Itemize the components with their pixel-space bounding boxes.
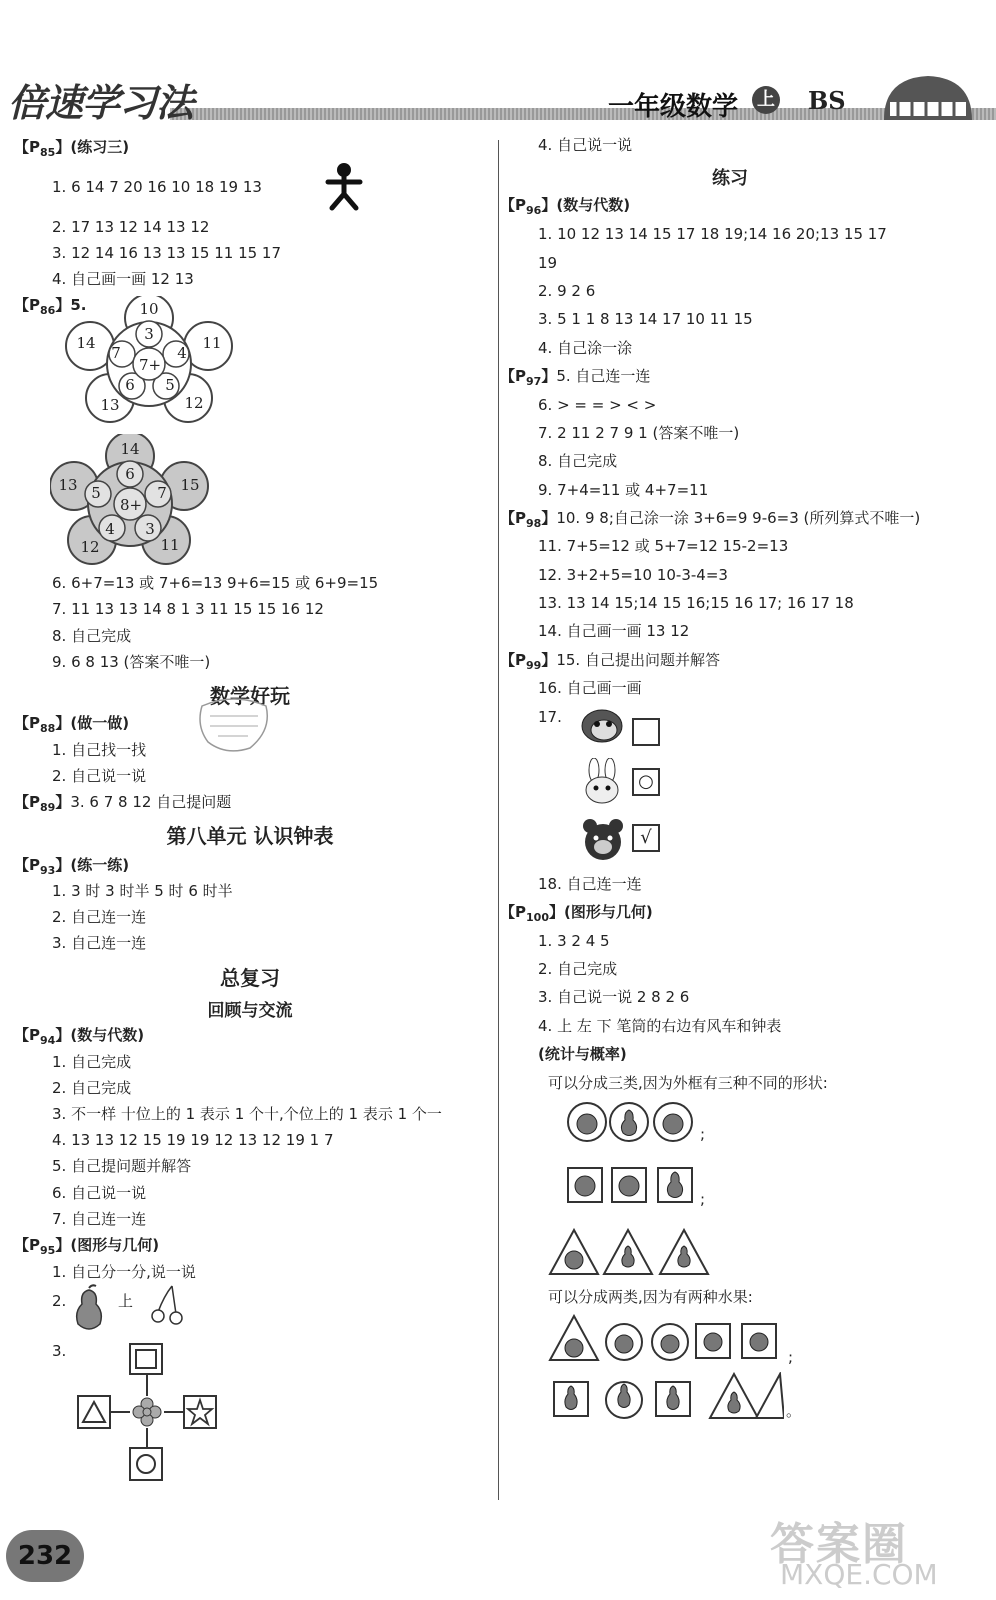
- pear-icon: [72, 1284, 106, 1332]
- p99-heading: 【$P_{99}$】15. 自己提出问题并解答: [500, 651, 720, 672]
- p96-heading: 【$P_{96}$】(数与代数): [500, 196, 631, 217]
- answer-line: 19: [538, 254, 558, 272]
- number-flower-1: [64, 296, 234, 426]
- answer-line: 4. 自己说一说: [538, 136, 633, 154]
- answer-line: 3. 自己连一连: [52, 934, 147, 952]
- flower2-outer-top: 14: [120, 440, 140, 458]
- section-subtitle: 回顾与交流: [207, 1001, 293, 1021]
- flower2-inner-bl: 4: [105, 520, 115, 538]
- monkey-icon: [578, 706, 626, 746]
- circle-fruits-row: [566, 1100, 696, 1144]
- section-title: 练习: [712, 168, 748, 189]
- answer-line: 4. 13 13 12 15 19 19 12 13 12 19 1 7: [52, 1131, 334, 1149]
- answer-line: 1. 自己分一分,说一说: [52, 1263, 196, 1281]
- answer-line: 3. 不一样 十位上的 1 表示 1 个十,个位上的 1 表示 1 个一: [52, 1105, 442, 1123]
- flower2-outer-bl: 12: [80, 538, 100, 556]
- page-number: 232: [6, 1530, 84, 1582]
- answer-line: 1. 3 2 4 5: [538, 932, 610, 950]
- answer-line: 2.: [52, 1292, 67, 1310]
- answer-line: 8. 自己完成: [538, 452, 618, 470]
- answer-line: 7. 11 13 13 14 8 1 3 11 15 15 16 12: [52, 600, 324, 618]
- answer-line: 1. 自己完成: [52, 1053, 132, 1071]
- answer-line: 3. 12 14 16 13 13 15 11 15 17: [52, 244, 282, 262]
- watermark-logo: 答案圈: [770, 1519, 908, 1570]
- answer-line: 6. 自己说一说: [52, 1184, 147, 1202]
- answer-box: ○: [632, 768, 660, 796]
- flower2-outer-left: 13: [58, 476, 78, 494]
- answer-line: 可以分成三类,因为外框有三种不同的形状:: [548, 1074, 828, 1092]
- stamp-icon: [196, 696, 272, 754]
- column-divider: [498, 140, 499, 1500]
- flower1-outer-top: 10: [139, 300, 159, 318]
- publisher-code: BS: [808, 86, 846, 115]
- p95-heading: 【$P_{95}$】(图形与几何): [14, 1236, 160, 1257]
- header-bar: [170, 108, 996, 120]
- flower2-inner-top: 6: [125, 465, 135, 483]
- cherry-icon: [148, 1284, 186, 1326]
- answer-line: 9. 6 8 13 (答案不唯一): [52, 653, 211, 671]
- answer-word: 上: [118, 1292, 134, 1310]
- shape-cross-diagram: [74, 1340, 224, 1482]
- flower2-outer-right: 15: [180, 476, 200, 494]
- flower1-inner-top: 3: [144, 325, 154, 343]
- brand-logo: 倍速学习法: [8, 81, 194, 125]
- answer-line: 可以分成两类,因为有两种水果:: [548, 1288, 753, 1306]
- answer-line: 2. 17 13 12 14 13 12: [52, 218, 210, 236]
- p86-heading: 【$P_{86}$】5.: [14, 296, 87, 317]
- answer-line: 2. 自己完成: [538, 960, 618, 978]
- answer-line: 3. 自己说一说 2 8 2 6: [538, 988, 690, 1006]
- flower1-center: 7+: [138, 356, 162, 374]
- answer-box: √: [632, 824, 660, 852]
- answer-line: 1. 自己找一找: [52, 741, 147, 759]
- stick-figure-icon: [322, 162, 366, 212]
- answer-line: 9. 7+4=11 或 4+7=11: [538, 481, 709, 499]
- answer-line: 1. 3 时 3 时半 5 时 6 时半: [52, 882, 233, 900]
- separator: 。: [786, 1402, 802, 1420]
- separator: ;: [788, 1348, 794, 1366]
- triangle-fruits-row: [548, 1226, 718, 1278]
- p98-heading: 【$P_{98}$】10. 9 8;自己涂一涂 3+6=9 9-6=3 (所列算式不唯一): [500, 509, 921, 530]
- square-fruits-row: [566, 1164, 696, 1206]
- p97-heading: 【$P_{97}$】5. 自己连一连: [500, 367, 651, 388]
- stat-heading: (统计与概率): [538, 1045, 627, 1063]
- flower1-outer-left: 14: [76, 334, 96, 352]
- answer-line: 4. 自己涂一涂: [538, 339, 633, 357]
- answer-line: 1. 6 14 7 20 16 10 18 19 13: [52, 178, 262, 196]
- flower2-inner-br: 3: [145, 520, 155, 538]
- p94-heading: 【$P_{94}$】(数与代数): [14, 1026, 145, 1047]
- flower2-outer-br: 11: [160, 536, 180, 554]
- flower1-inner-right: 4: [177, 344, 187, 362]
- answer-line: 2. 自己完成: [52, 1079, 132, 1097]
- answer-line: 1. 10 12 13 14 15 17 18 19;14 16 20;13 15 17: [538, 225, 887, 243]
- pear-group-row: [548, 1372, 784, 1422]
- page-header: [0, 72, 996, 132]
- flower2-inner-left: 5: [91, 484, 101, 502]
- answer-line: 4. 上 左 下 笔筒的右边有风车和钟表: [538, 1017, 782, 1035]
- answer-line: 6. 6+7=13 或 7+6=13 9+6=15 或 6+9=15: [52, 574, 379, 592]
- answer-line: 7. 2 11 2 7 9 1 (答案不唯一): [538, 424, 740, 442]
- section-title: 数学好玩: [210, 684, 290, 708]
- p93-heading: 【$P_{93}$】(练一练): [14, 856, 130, 877]
- p85-heading: 【$P_{85}$】(练习三): [14, 138, 130, 159]
- flower1-inner-br: 5: [165, 376, 175, 394]
- answer-line: 16. 自己画一画: [538, 679, 642, 697]
- answer-line: 17.: [538, 708, 562, 726]
- separator: ;: [700, 1125, 706, 1143]
- p88-heading: 【$P_{88}$】(做一做): [14, 714, 130, 735]
- answer-line: 3.: [52, 1342, 67, 1360]
- answer-line: 2. 自己连一连: [52, 908, 147, 926]
- watermark-url: MXQE.COM: [780, 1558, 938, 1591]
- answer-line: 6. > = = > < >: [538, 396, 657, 414]
- answer-line: 2. 自己说一说: [52, 767, 147, 785]
- answer-line: 5. 自己提问题并解答: [52, 1157, 192, 1175]
- answer-line: 2. 9 2 6: [538, 282, 596, 300]
- bear-icon: [580, 816, 626, 862]
- separator: ;: [700, 1190, 706, 1208]
- subject-title: 一年级数学: [608, 92, 739, 122]
- flower1-outer-br: 12: [184, 394, 204, 412]
- answer-line: 3. 5 1 1 8 13 14 17 10 11 15: [538, 310, 753, 328]
- answer-line: 4. 自己画一画 12 13: [52, 270, 194, 288]
- flower1-outer-right: 11: [202, 334, 222, 352]
- answer-line: 18. 自己连一连: [538, 875, 642, 893]
- answer-box: [632, 718, 660, 746]
- answer-line: 7. 自己连一连: [52, 1210, 147, 1228]
- answer-line: 12. 3+2+5=10 10-3-4=3: [538, 566, 728, 584]
- rabbit-icon: [580, 758, 624, 806]
- section-title: 总复习: [220, 966, 280, 990]
- flower1-inner-left: 7: [111, 344, 121, 362]
- flower2-center: 8+: [119, 496, 143, 514]
- p89-heading: 【$P_{89}$】3. 6 7 8 12 自己提问题: [14, 793, 232, 814]
- section-title: 第八单元 认识钟表: [166, 824, 334, 848]
- flower1-outer-bl: 13: [100, 396, 120, 414]
- flower2-inner-right: 7: [157, 484, 167, 502]
- answer-line: 14. 自己画一画 13 12: [538, 622, 690, 640]
- p100-heading: 【$P_{100}$】(图形与几何): [500, 903, 653, 924]
- apple-group-row: [548, 1314, 784, 1364]
- answer-line: 8. 自己完成: [52, 627, 132, 645]
- edition-badge: 上: [752, 86, 780, 114]
- answer-line: 11. 7+5=12 或 5+7=12 15-2=13: [538, 537, 789, 555]
- answer-line: 13. 13 14 15;14 15 16;15 16 17; 16 17 18: [538, 594, 854, 612]
- number-flower-2: [50, 434, 210, 566]
- flower1-inner-bl: 6: [125, 376, 135, 394]
- house-icon: [880, 72, 976, 122]
